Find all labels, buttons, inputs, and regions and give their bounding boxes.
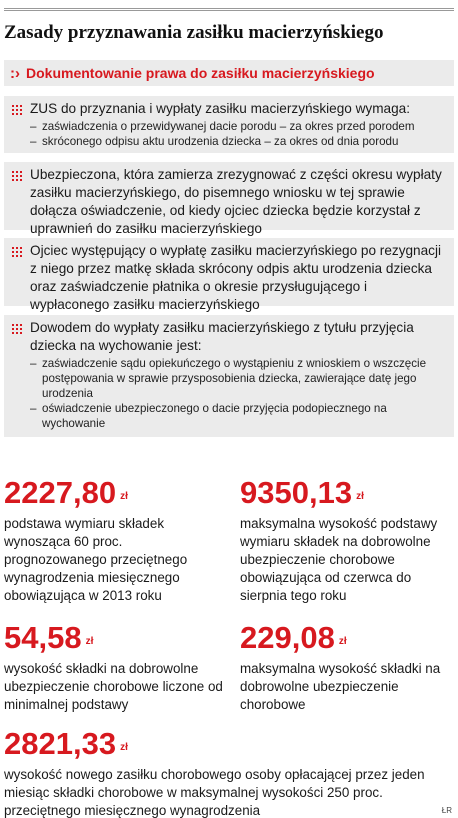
arrow-icon: :›: [10, 64, 20, 82]
info-block-resignation: [4, 162, 454, 236]
info-block-father: [4, 238, 454, 312]
stat-unit: zł: [338, 636, 347, 647]
dot-grid-icon: [12, 105, 22, 115]
stat-min-contribution: [4, 620, 228, 714]
list-item: – skróconego odpisu aktu urodzenia dziecka – za okres od dnia porodu: [30, 134, 448, 149]
top-rule: [4, 8, 454, 11]
stat-value: 2227,80 zł: [4, 475, 128, 510]
page-title: Zasady przyznawania zasiłku macierzyńskiego: [4, 22, 384, 43]
author-credit: ŁR: [441, 806, 452, 815]
stat-unit: zł: [85, 636, 94, 647]
block-text: ZUS do przyznania i wypłaty zasiłku macierzyńskiego wymaga:: [30, 101, 411, 116]
stat-description: maksymalna wysokość podstawy wymiaru składek na dobrowolne ubezpieczenie chorobowe obowiązująca od czerwca do sierpnia tego roku: [240, 516, 438, 603]
stat-unit: zł: [356, 491, 364, 502]
list-item: – zaświadczenie sądu opiekuńczego o wystąpieniu z wnioskiem o wszczęcie postępowania w sprawie przysposobienia dziecka, zawierające datę jego urodzenia: [30, 356, 448, 401]
block-text: Ojciec występujący o wypłatę zasiłku macierzyńskiego po rezygnacji z niego przez matkę składa skrócony odpis aktu urodzenia dziecka oraz zaświadczenie płatnika o okresie przysługującego i wypłaconego zasiłku macierzyńskiego: [30, 243, 442, 312]
stat-contribution-base: [4, 475, 228, 605]
info-block-zus-requirements: [4, 96, 454, 153]
dot-grid-icon: [12, 171, 22, 181]
stat-max-base: [240, 475, 454, 605]
block-list: [30, 356, 448, 431]
stat-value: 2821,33 zł: [4, 726, 128, 761]
stat-value: 54,58 zł: [4, 620, 94, 655]
stat-description: maksymalna wysokość składki na dobrowolne ubezpieczenie chorobowe: [240, 661, 441, 712]
stat-value: 229,08 zł: [240, 620, 347, 655]
dot-grid-icon: [12, 324, 22, 334]
list-item: – zaświadczenia o przewidywanej dacie porodu – za okres przed porodem: [30, 119, 448, 134]
stat-value: 9350,13 zł: [240, 475, 364, 510]
stat-description: podstawa wymiaru składek wynosząca 60 proc. prognozowanego przeciętnego wynagrodzenia miesięcznego obowiązująca w 2013 roku: [4, 516, 188, 603]
section-header: [4, 60, 454, 86]
dot-grid-icon: [12, 247, 22, 257]
list-item: – oświadczenie ubezpieczonego o dacie przyjęcia podopiecznego na wychowanie: [30, 401, 448, 431]
stat-max-contribution: [240, 620, 454, 714]
info-block-adoption: [4, 315, 454, 437]
stat-unit: zł: [120, 491, 128, 502]
block-text: Ubezpieczona, która zamierza zrezygnować z części okresu wypłaty zasiłku macierzyńskiego, do pisemnego wniosku w tej sprawie dołącza oświadczenie, od kiedy ojciec dziecka będzie korzystał z uprawnień do zasiłku macierzyńskiego: [30, 167, 442, 236]
stat-new-sickness-benefit: [4, 726, 454, 818]
stat-unit: zł: [120, 742, 128, 753]
block-list: [30, 119, 448, 149]
stat-description: wysokość składki na dobrowolne ubezpieczenie chorobowe liczone od minimalnej podstawy: [4, 661, 223, 712]
block-text: Dowodem do wypłaty zasiłku macierzyńskiego z tytułu przyjęcia dziecka na wychowanie jest:: [30, 320, 414, 353]
section-label: Dokumentowanie prawa do zasiłku macierzyńskiego: [26, 65, 375, 81]
stat-description: wysokość nowego zasiłku chorobowego osoby opłacającej przez jeden miesiąc składki chorobowe w maksymalnej wysokości 250 proc. przeciętnego miesięcznego wynagrodzenia: [4, 767, 425, 818]
